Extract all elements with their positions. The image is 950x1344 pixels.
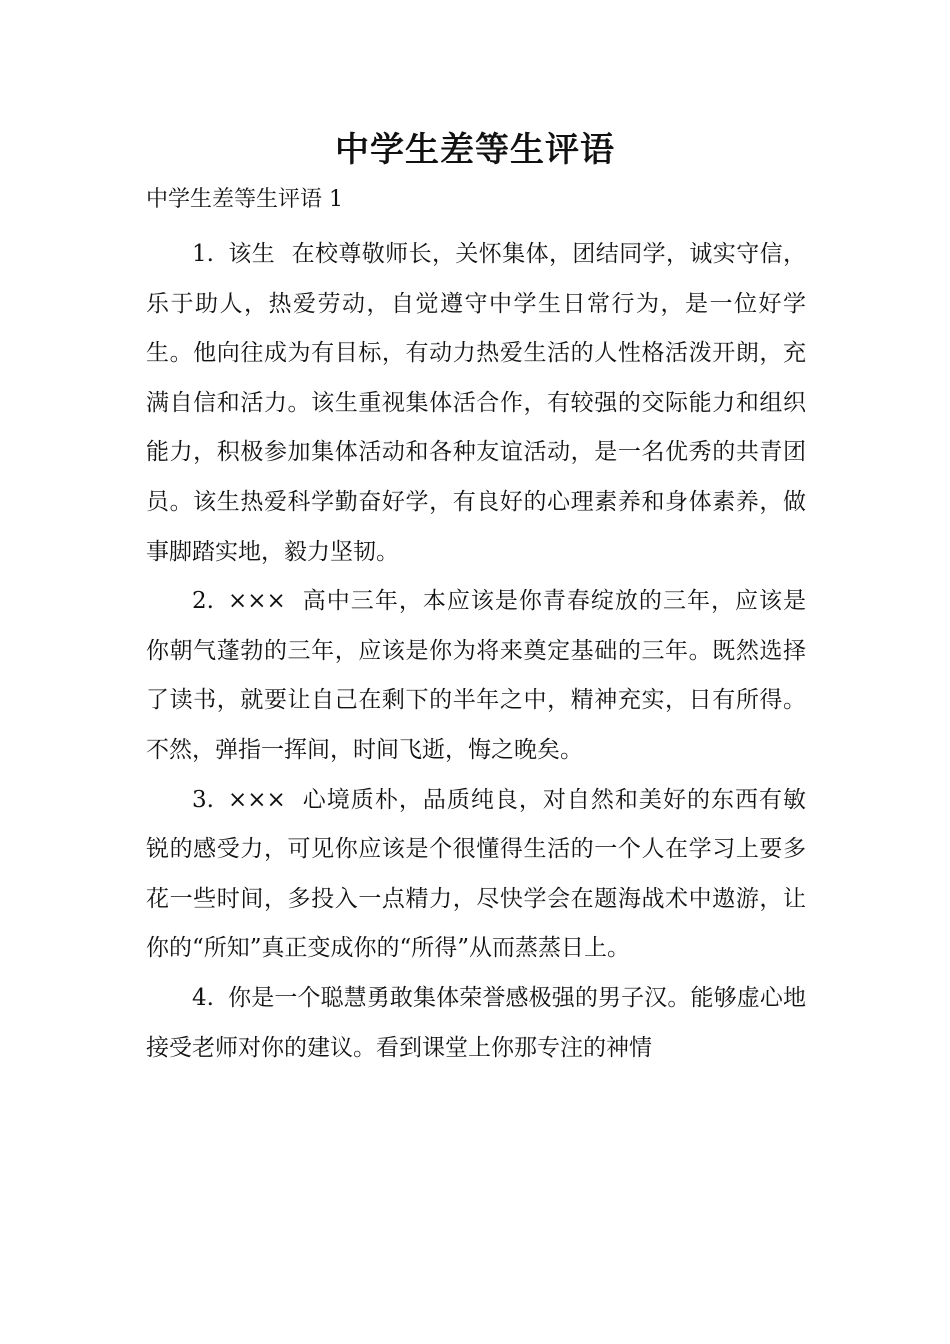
document-body bbox=[146, 230, 806, 1073]
comment-paragraph-1 bbox=[146, 230, 806, 577]
comment-paragraph-2 bbox=[146, 577, 806, 775]
paragraph-number: 4. bbox=[192, 984, 214, 1011]
paragraph-text: 你是一个聪慧勇敢集体荣誉感极强的男子汉。能够虚心地接受老师对你的建议。看到课堂上你那专注的神情 bbox=[146, 984, 806, 1061]
comment-paragraph-3 bbox=[146, 776, 806, 974]
paragraph-lead: 该生 bbox=[227, 241, 276, 267]
paragraph-number: 2. bbox=[192, 588, 214, 615]
document-title: 中学生差等生评语 bbox=[335, 130, 615, 170]
paragraph-text: 在校尊敬师长，关怀集体，团结同学，诚实守信，乐于助人，热爱劳动，自觉遵守中学生日常行为，是一位好学生。他向往成为有目标，有动力热爱生活的人性格活泼开朗，充满自信和活力。该生重视集体活合作，有较强的交际能力和组织能力，积极参加集体活动和各种友谊活动，是一名优秀的共青团员。该生热爱科学勤奋好学，有良好的心理素养和身体素养，做事脚踏实地，毅力坚韧。 bbox=[146, 241, 807, 565]
section-heading: 中学生差等生评语 1 bbox=[146, 187, 343, 212]
paragraph-text: 心境质朴，品质纯良，对自然和美好的东西有敏锐的感受力，可见你应该是个很懂得生活的一个人在学习上要多花一些时间，多投入一点精力，尽快学会在题海战术中遨游，让你的“所知”真正变成你的“所得”从而蒸蒸日上。 bbox=[146, 786, 806, 962]
comment-paragraph-4 bbox=[146, 974, 806, 1073]
paragraph-lead: ××× bbox=[227, 588, 286, 615]
paragraph-lead: ××× bbox=[227, 786, 286, 813]
paragraph-number: 1. bbox=[192, 241, 214, 267]
paragraph-number: 3. bbox=[192, 786, 214, 813]
paragraph-text: 高中三年，本应该是你青春绽放的三年，应该是你朝气蓬勃的三年，应该是你为将来奠定基础的三年。既然选择了读书，就要让自己在剩下的半年之中，精神充实，日有所得。不然，弹指一挥间，时间飞逝，悔之晚矣。 bbox=[146, 588, 806, 763]
